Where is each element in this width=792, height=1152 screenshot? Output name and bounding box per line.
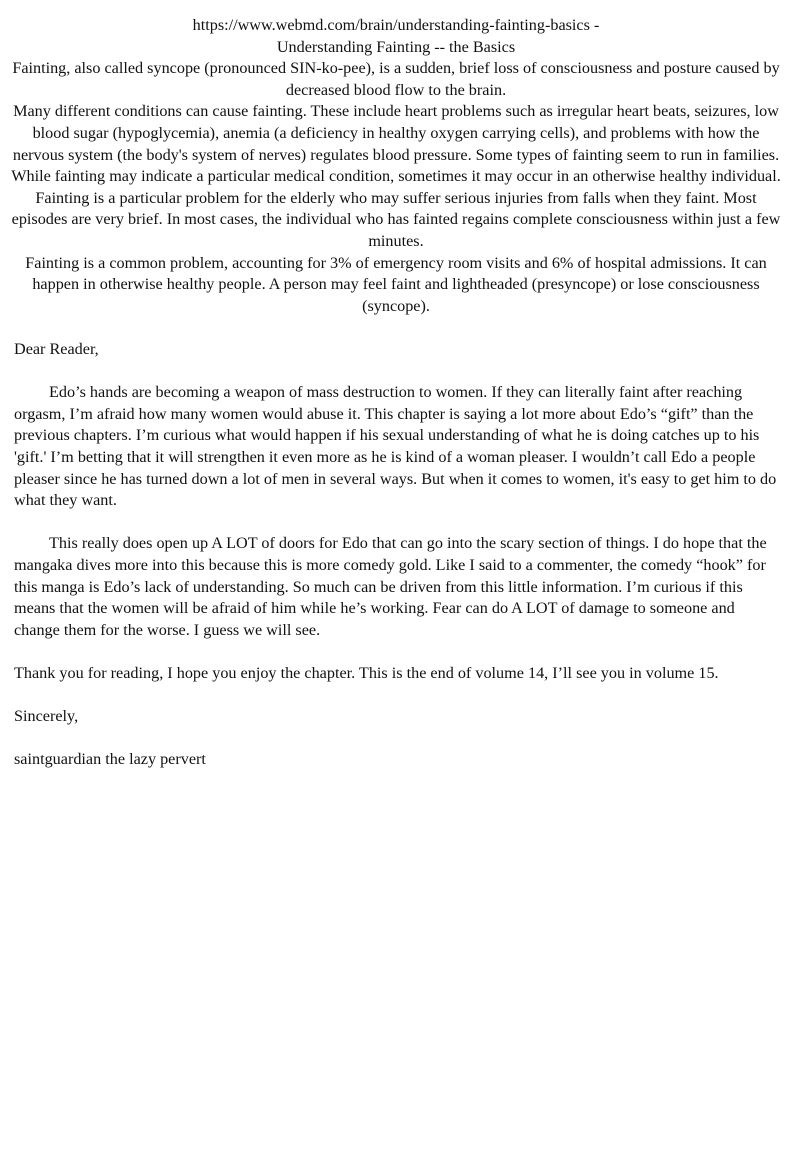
article-paragraph: Fainting is a common problem, accounting for 3% of emergency room visits and 6% of hospital admissions. It can happen in otherwise healthy people. A person may feel faint and lightheaded (presyncope) or lose consciousness (syncope). [25, 253, 767, 315]
letter-closing-note: Thank you for reading, I hope you enjoy the chapter. This is the end of volume 14, I’ll see you in volume 15. [14, 663, 719, 682]
article-title: Understanding Fainting -- the Basics [276, 37, 516, 56]
letter-salutation: Dear Reader, [14, 340, 99, 358]
article-paragraph: Fainting, also called syncope (pronounced SIN-ko-pee), is a sudden, brief loss of consciousness and posture caused by decreased blood flow to the brain. [12, 59, 780, 99]
letter-paragraph: This really does open up A LOT of doors for Edo that can go into the scary section of things. I do hope that the mangaka dives more into this because this is more comedy gold. Like I said to a commenter, the comedy “hook” for this manga is Edo’s lack of understanding. So much can be driven from this little information. I’m curious if this means that the women will be afraid of him while he’s working. Fear can do A LOT of damage to someone and change them for the worse. I guess we will see. [14, 534, 767, 639]
source-url-line: https://www.webmd.com/brain/understanding-fainting-basics - [192, 16, 600, 34]
letter-paragraph: Edo’s hands are becoming a weapon of mass destruction to women. If they can literally faint after reaching orgasm, I’m afraid how many women would abuse it. This chapter is saying a lot more about Edo’s “gift” than the previous chapters. I’m curious what would happen if his sexual understanding of what he is doing catches up to his 'gift.' I’m betting that it will strengthen it even more as he is kind of a woman pleaser. I wouldn’t call Edo a people pleaser since he has turned down a lot of men in several ways. But when it comes to women, it's easy to get him to do what they want. [14, 383, 777, 510]
article-paragraph: Many different conditions can cause fainting. These include heart problems such as irregular heart beats, seizures, low blood sugar (hypoglycemia), anemia (a deficiency in healthy oxygen carrying cells), and problems with how the nervous system (the body's system of nerves) regulates blood pressure. Some types of fainting seem to run in families. [12, 102, 780, 164]
translator-letter [14, 339, 780, 771]
letter-signoff: Sincerely, [14, 707, 79, 726]
letter-signature: saintguardian the lazy pervert [14, 750, 206, 769]
article-paragraph: While fainting may indicate a particular medical condition, sometimes it may occur in an otherwise healthy individual. Fainting is a particular problem for the elderly who may suffer serious injuries from falls when they faint. Most episodes are very brief. In most cases, the individual who has fainted regains complete consciousness within just a few minutes. [11, 167, 781, 250]
article-excerpt [10, 15, 782, 317]
